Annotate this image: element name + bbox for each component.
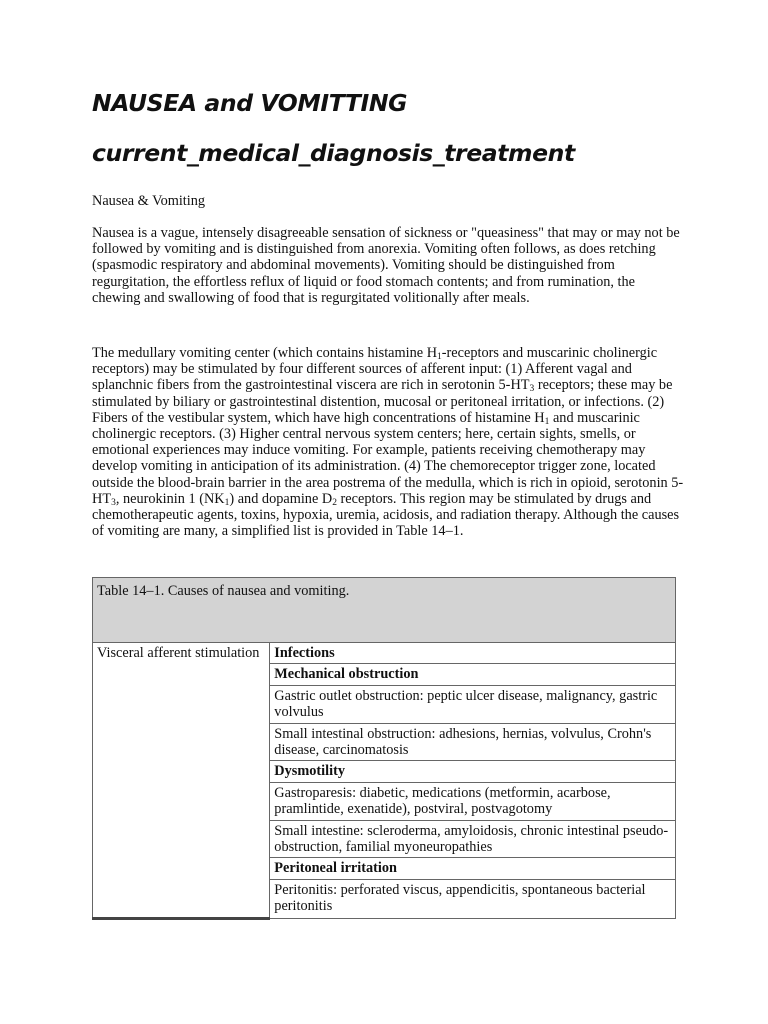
table-caption-row bbox=[93, 578, 676, 643]
table-cell: Small intestinal obstruction: adhesions, hernias, volvulus, Crohn's disease, carcinomatosis bbox=[270, 723, 676, 761]
table-cell: Peritoneal irritation bbox=[270, 858, 676, 879]
causes-table bbox=[92, 577, 676, 920]
subscript: 2 bbox=[332, 497, 337, 508]
text-run: -receptors and muscarinic cholinergic receptors) may be stimulated by four different sources of afferent input: (1) Afferent vagal and splanchnic fibers from the gastrointestinal viscera are rich in serotonin 5-HT bbox=[92, 345, 658, 394]
section-heading: Nausea & Vomiting bbox=[92, 193, 206, 209]
subscript: 1 bbox=[544, 416, 550, 427]
table-caption: Table 14–1. Causes of nausea and vomiting. bbox=[93, 578, 676, 643]
table-row bbox=[93, 643, 676, 664]
text-run: ) and dopamine D bbox=[229, 490, 333, 507]
table-cell: Peritonitis: perforated viscus, appendicitis, spontaneous bacterial peritonitis bbox=[270, 879, 676, 918]
table-cell: Gastroparesis: diabetic, medications (metformin, acarbose, pramlintide, exenatide), postviral, postvagotomy bbox=[270, 782, 676, 820]
text-run: , neurokinin 1 (NK bbox=[115, 490, 225, 507]
subscript: 1 bbox=[224, 497, 230, 508]
table-category-cell: Visceral afferent stimulation bbox=[93, 643, 270, 919]
text-run: and muscarinic cholinergic receptors. (3) Higher central nervous system centers; here, certain sights, smells, or emotional experiences may induce vomiting. For example, patients receiving chemotherapy may develop vomiting in anticipation of its administration. (4) The chemoreceptor trigger zone, located outside the blood-brain barrier in the area postrema of the medulla, which is rich in opioid, serotonin 5-HT bbox=[92, 409, 684, 507]
subscript: 3 bbox=[529, 384, 535, 395]
document-subtitle: current_medical_diagnosis_treatment bbox=[92, 139, 575, 167]
paragraph-vomiting-center bbox=[92, 345, 684, 539]
table-cell: Dysmotility bbox=[270, 761, 676, 782]
table-cell: Mechanical obstruction bbox=[270, 664, 676, 685]
text-run: receptors; these may be stimulated by biliary or gastrointestinal distention, mucosal or peritoneal irritation, or infections. (2) Fibers of the vestibular system, which have high concentrations of histamine H bbox=[92, 377, 673, 426]
text-run: The medullary vomiting center (which contains histamine H bbox=[92, 345, 438, 361]
subscript: 1 bbox=[437, 352, 442, 362]
table-cell: Small intestine: scleroderma, amyloidosis, chronic intestinal pseudo-obstruction, familial myoneuropathies bbox=[270, 820, 676, 858]
text-run: receptors. This region may be stimulated by drugs and chemotherapeutic agents, toxins, hypoxia, uremia, acidosis, and radiation therapy. Although the causes of vomiting are many, a simplified list is provided in Table 14–1. bbox=[92, 490, 680, 540]
table-cell: Infections bbox=[270, 643, 676, 664]
document-title: NAUSEA and VOMITTING bbox=[92, 89, 407, 117]
paragraph-definition: Nausea is a vague, intensely disagreeable sensation of sickness or "queasiness" that may or may not be followed by vomiting and is distinguished from anorexia. Vomiting often follows, as does retching (spasmodic respiratory and abdominal movements). Vomiting should be distinguished from regurgitation, the effortless reflux of liquid or food stomach contents; and from rumination, the chewing and swallowing of food that is regurgitated volitionally after meals. bbox=[92, 225, 680, 306]
table-cell: Gastric outlet obstruction: peptic ulcer disease, malignancy, gastric volvulus bbox=[270, 685, 676, 723]
subscript: 3 bbox=[111, 497, 116, 508]
